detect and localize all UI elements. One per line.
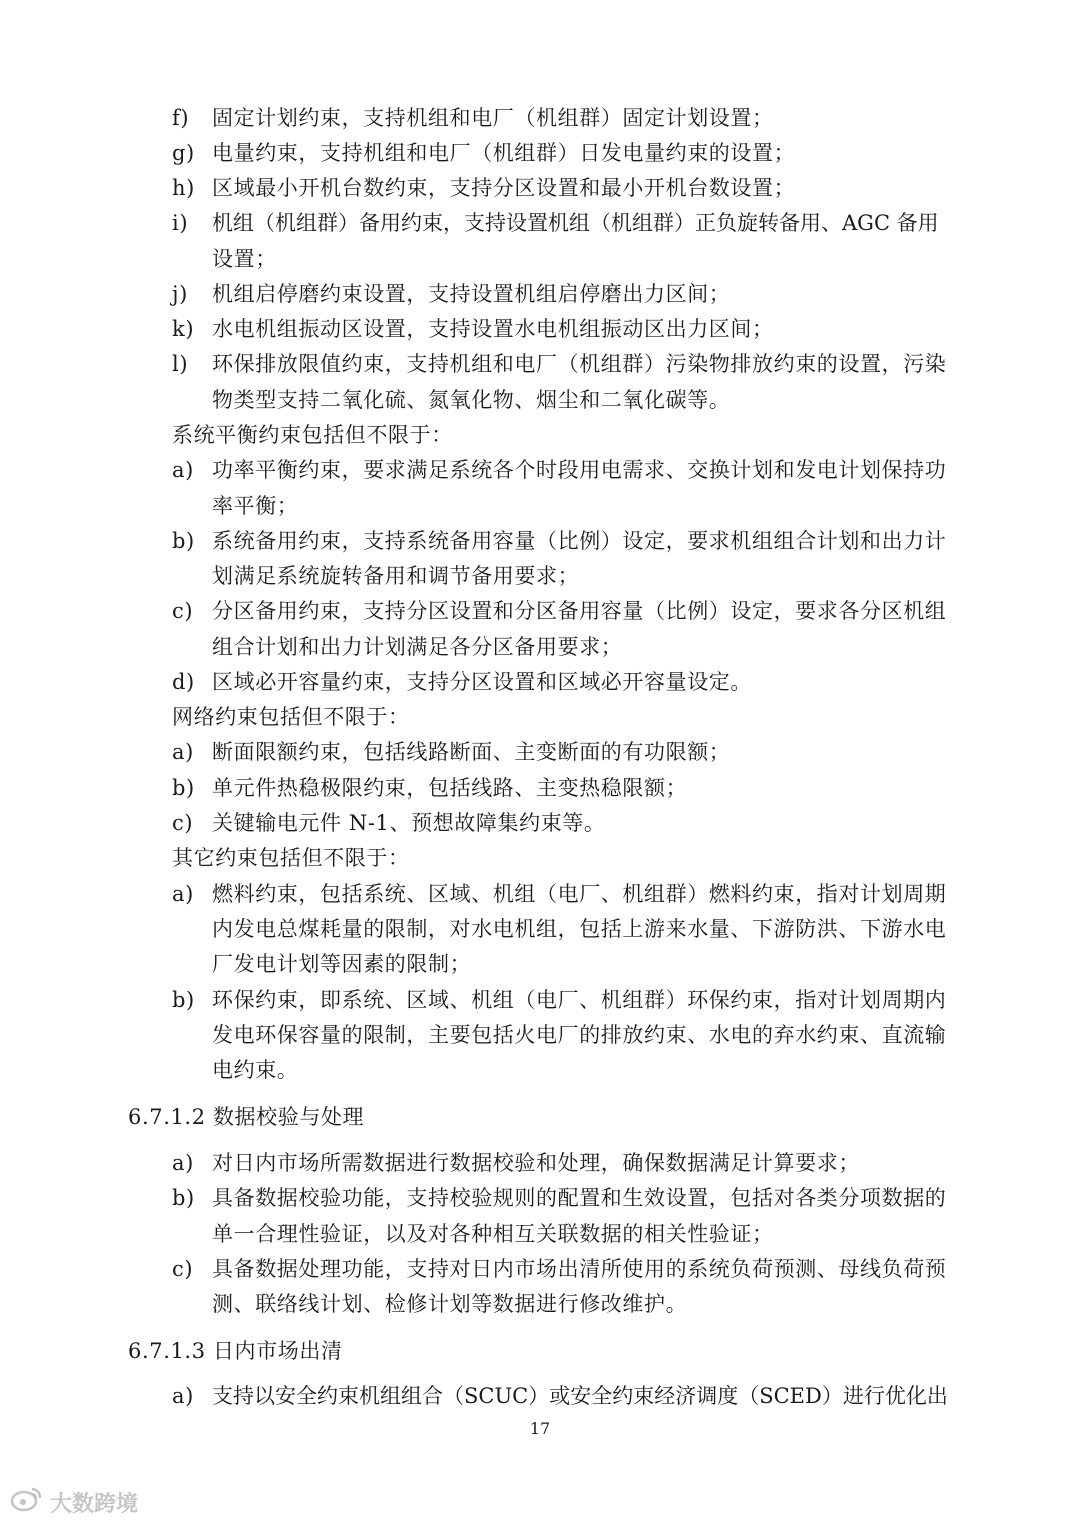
list-item-marker: b)	[172, 1186, 195, 1210]
list-item-text: 固定计划约束，支持机组和电厂（机组群）固定计划设置；	[212, 106, 774, 130]
paragraph-text: 网络约束包括但不限于：	[172, 705, 410, 729]
weibo-icon	[10, 1486, 44, 1518]
list-item-text: 机组（机组群）备用约束，支持设置机组（机组群）正负旋转备用、AGC 备用	[212, 211, 939, 235]
list-item-text: 分区备用约束，支持分区设置和分区备用容量（比例）设定，要求各分区机组	[212, 599, 947, 623]
list-item-text: 内发电总煤耗量的限制，对水电机组，包括上游来水量、下游防洪、下游水电	[212, 917, 947, 941]
list-item-text: 电约束。	[212, 1058, 299, 1082]
list-item-text: 划满足系统旋转备用和调节备用要求；	[212, 564, 580, 588]
list-item-text: 单元件热稳极限约束，包括线路、主变热稳限额；	[212, 776, 688, 800]
list-item-text: 率平衡；	[212, 494, 299, 518]
list-item-text: 区域必开容量约束，支持分区设置和区域必开容量设定。	[212, 670, 752, 694]
list-item-marker: a)	[172, 740, 194, 764]
list-item-text: 环保排放限值约束，支持机组和电厂（机组群）污染物排放约束的设置，污染	[212, 352, 947, 376]
list-item-text: 对日内市场所需数据进行数据校验和处理，确保数据满足计算要求；	[212, 1151, 860, 1175]
list-item-text: 组合计划和出力计划满足各分区备用要求；	[212, 635, 623, 659]
list-item-marker: c)	[172, 1257, 194, 1281]
list-item-marker: a)	[172, 1384, 194, 1408]
list-item-text: 发电环保容量的限制，主要包括火电厂的排放约束、水电的弃水约束、直流输	[212, 1023, 947, 1047]
list-item-marker: b)	[172, 988, 195, 1012]
list-item-text: 测、联络线计划、检修计划等数据进行修改维护。	[212, 1292, 688, 1316]
list-item-marker: j)	[172, 282, 188, 306]
list-item-marker: g)	[172, 141, 195, 165]
paragraph-text: 其它约束包括但不限于：	[172, 846, 410, 870]
list-item-text: 单一合理性验证，以及对各种相互关联数据的相关性验证；	[212, 1222, 774, 1246]
list-item-text: 关键输电元件 N-1、预想故障集约束等。	[212, 811, 606, 835]
list-item-text: 水电机组振动区设置，支持设置水电机组振动区出力区间；	[212, 317, 774, 341]
list-item-text: 具备数据校验功能，支持校验规则的配置和生效设置，包括对各类分项数据的	[212, 1186, 947, 1210]
list-item-text: 物类型支持二氧化硫、氮氧化物、烟尘和二氧化碳等。	[212, 388, 731, 412]
list-item-text: 环保约束，即系统、区域、机组（电厂、机组群）环保约束，指对计划周期内	[212, 988, 947, 1012]
list-item-text: 断面限额约束，包括线路断面、主变断面的有功限额；	[212, 740, 731, 764]
watermark-text: 大数跨境	[50, 1491, 139, 1517]
list-item-marker: c)	[172, 811, 194, 835]
list-item-text: 功率平衡约束，要求满足系统各个时段用电需求、交换计划和发电计划保持功	[212, 458, 947, 482]
list-item-text: 具备数据处理功能，支持对日内市场出清所使用的系统负荷预测、母线负荷预	[212, 1257, 947, 1281]
list-item-marker: d)	[172, 670, 195, 694]
list-item-text: 燃料约束，包括系统、区域、机组（电厂、机组群）燃料约束，指对计划周期	[212, 882, 947, 906]
list-item-marker: a)	[172, 458, 194, 482]
list-item-marker: a)	[172, 882, 194, 906]
section-heading-text: 6.7.1.3 日内市场出清	[128, 1339, 343, 1363]
list-item-text: 设置；	[212, 247, 277, 271]
list-item-text: 支持以安全约束机组组合（SCUC）或安全约束经济调度（SCED）进行优化出	[212, 1384, 948, 1408]
list-item-marker: i)	[172, 211, 189, 235]
page-number: 17	[529, 1419, 551, 1438]
list-item-text: 系统备用约束，支持系统备用容量（比例）设定，要求机组组合计划和出力计	[212, 529, 947, 553]
watermark	[10, 1487, 138, 1517]
list-item-text: 机组启停磨约束设置，支持设置机组启停磨出力区间；	[212, 282, 731, 306]
list-item-marker: k)	[172, 317, 195, 341]
list-item-marker: f)	[172, 106, 190, 130]
paragraph-text: 系统平衡约束包括但不限于：	[172, 423, 453, 447]
list-item-marker: b)	[172, 529, 195, 553]
section-heading-text: 6.7.1.2 数据校验与处理	[128, 1105, 365, 1129]
list-item-marker: c)	[172, 599, 194, 623]
list-item-text: 厂发电计划等因素的限制；	[212, 952, 472, 976]
list-item-text: 区域最小开机台数约束，支持分区设置和最小开机台数设置；	[212, 176, 796, 200]
list-item-marker: b)	[172, 776, 195, 800]
list-item-marker: h)	[172, 176, 195, 200]
list-item-text: 电量约束，支持机组和电厂（机组群）日发电量约束的设置；	[212, 141, 796, 165]
list-item-marker: l)	[172, 352, 189, 376]
list-item-marker: a)	[172, 1151, 194, 1175]
